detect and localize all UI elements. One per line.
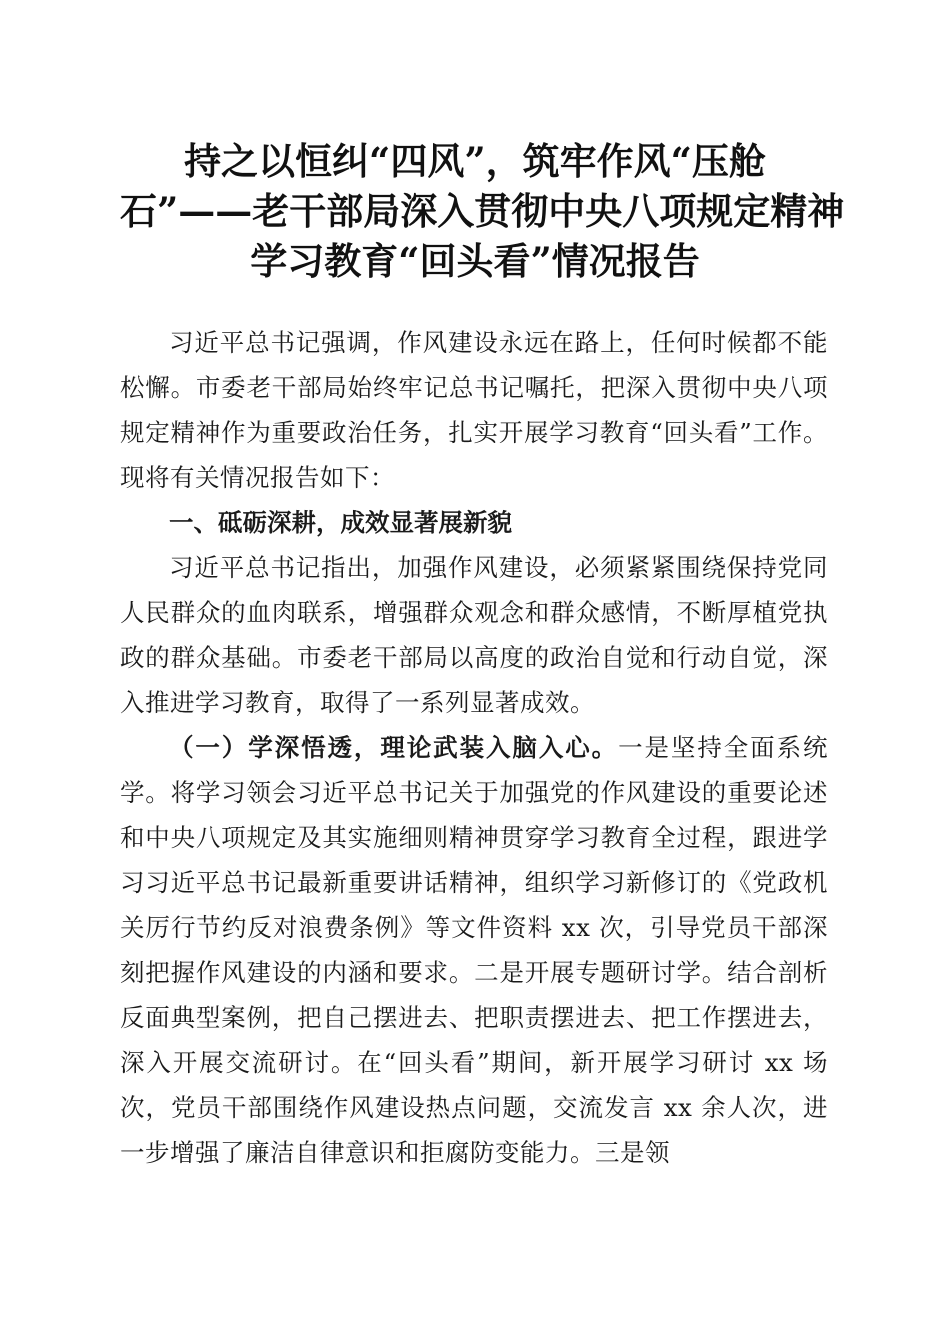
subsection-1-lead: （一）学深悟透，理论武装入脑入心。 (169, 733, 619, 762)
subsection-1-paragraph (120, 725, 828, 1175)
title-line-2: 石”——老干部局深入贯彻中央八项规定精神 (120, 189, 845, 233)
section-1-heading: 一、砥砺深耕，成效显著展新貌 (169, 508, 512, 537)
title-line-3: 学习教育“回头看”情况报告 (250, 239, 700, 283)
title-line-1: 持之以恒纠“四风”，筑牢作风“压舱 (184, 139, 766, 183)
intro-paragraph: 习近平总书记强调，作风建设永远在路上，任何时候都不能松懈。市委老干部局始终牢记总书记嘱托，把深入贯彻中央八项规定精神作为重要政治任务，扎实开展学习教育“回头看”工作。现将有关情况报告如下： (120, 328, 828, 492)
subsection-1-body: 一是坚持全面系统学。将学习领会习近平总书记关于加强党的作风建设的重要论述和中央八项规定及其实施细则精神贯穿学习教育全过程，跟进学习习近平总书记最新重要讲话精神，组织学习新修订的《党政机关厉行节约反对浪费条例》等文件资料 xx 次，引导党员干部深刻把握作风建设的内涵和要求。二是开展专题研讨学。结合剖析反面典型案例，把自己摆进去、把职责摆进去、把工作摆进去，深入开展交流研讨。在“回头看”期间，新开展学习研讨 xx 场次，党员干部围绕作风建设热点问题，交流发言 xx 余人次，进一步增强了廉洁自律意识和拒腐防变能力。三是领 (120, 733, 829, 1167)
section-1-paragraph: 习近平总书记指出，加强作风建设，必须紧紧围绕保持党同人民群众的血肉联系，增强群众观念和群众感情，不断厚植党执政的群众基础。市委老干部局以高度的政治自觉和行动自觉，深入推进学习教育，取得了一系列显著成效。 (120, 553, 828, 717)
document-title (120, 136, 845, 286)
document-body (120, 320, 828, 1175)
